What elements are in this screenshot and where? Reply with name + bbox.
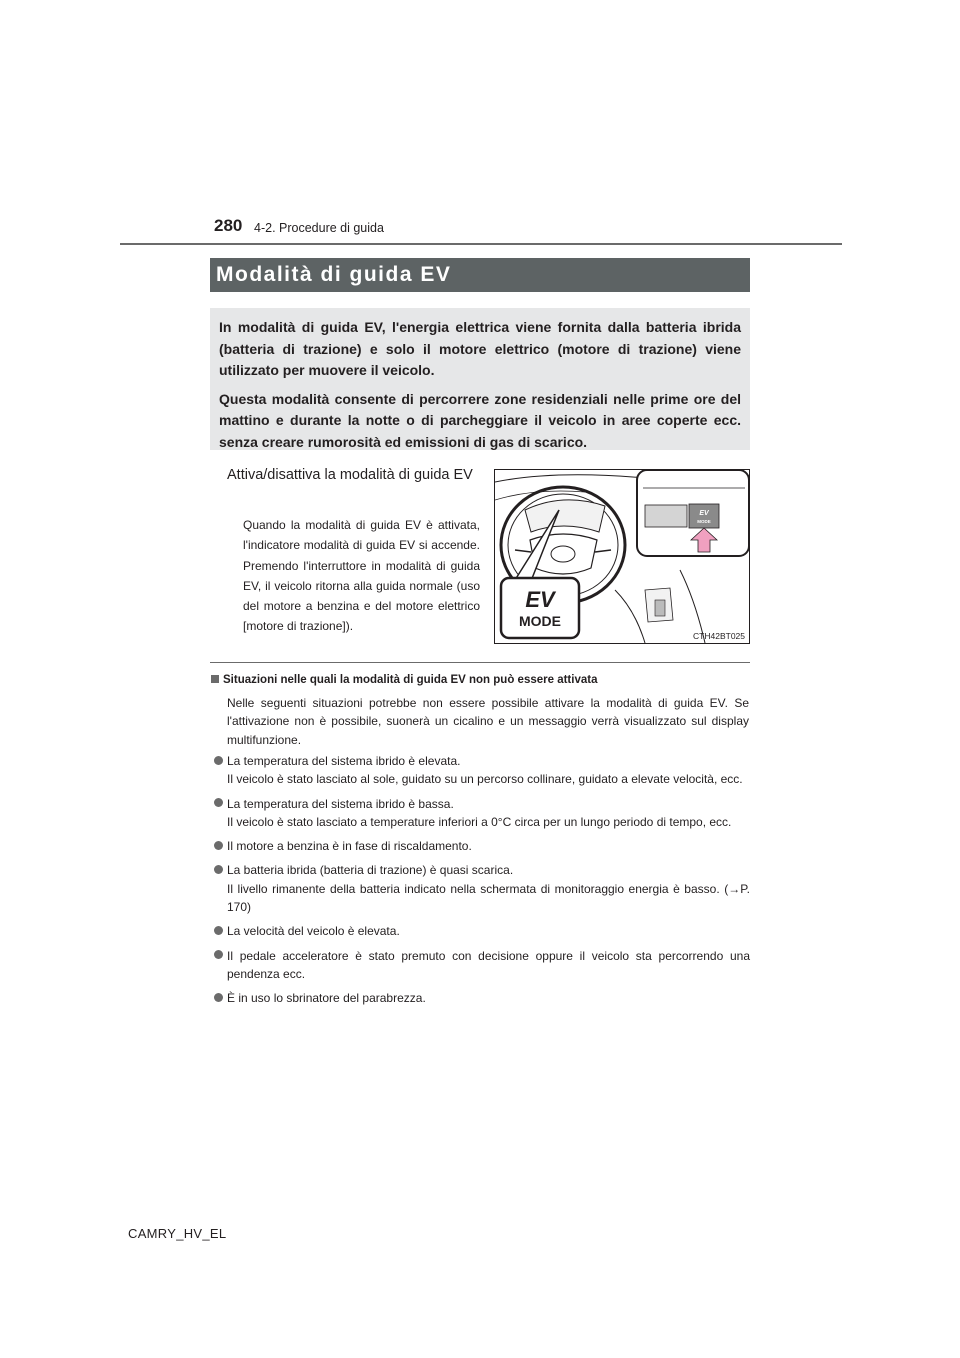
bullet-dot-icon (214, 841, 223, 850)
ev-mode-figure (494, 469, 750, 644)
footer-code: CAMRY_HV_EL (128, 1226, 227, 1241)
list-item (214, 861, 750, 916)
section-divider (210, 662, 750, 663)
button-small-label-mode: MODE (697, 519, 711, 524)
bullet-dot-icon (214, 993, 223, 1002)
section-title: Modalità di guida EV (210, 258, 750, 292)
dashboard-illustration (495, 470, 749, 643)
list-item (214, 922, 750, 940)
list-item (214, 947, 750, 984)
bullet-dot-icon (214, 950, 223, 959)
list-item-main: La batteria ibrida (batteria di trazione) è quasi scarica. (227, 863, 514, 878)
situations-intro: Nelle seguenti situazioni potrebbe non essere possibile attivare la modalità di guida EV. Se l'attivazione non è possibile, suonerà un cicalino e un messaggio verrà visualizzato sul display multifunzione. (227, 696, 749, 747)
callout-ev-label: EV (525, 587, 555, 612)
list-item-detail: Il livello rimanente della batteria indicato nella schermata di monitoraggio energia è basso. (→P. 170) (227, 881, 750, 915)
list-item-main: Il motore a benzina è in fase di riscaldamento. (227, 839, 472, 854)
section-label: 4-2. Procedure di guida (254, 221, 384, 235)
square-bullet-icon (211, 675, 219, 683)
list-item (214, 989, 750, 1007)
bullet-dot-icon (214, 798, 223, 807)
list-item-main: La temperatura del sistema ibrido è elevata. (227, 754, 461, 768)
figure-code: CTH42BT025 (693, 631, 745, 641)
list-item (214, 752, 750, 789)
intro-paragraph-2: Questa modalità consente di percorrere zone residenziali nelle prime ore del mattino e durante la notte o di parcheggiare il veicolo in aree coperte ecc. senza creare rumorosità ed emissioni di gas di scarico. (219, 390, 741, 450)
bullet-dot-icon (214, 865, 223, 874)
situations-heading-text: Situazioni nelle quali la modalità di guida EV non può essere attivata (223, 674, 598, 686)
feature-description: Quando la modalità di guida EV è attivata, l'indicatore modalità di guida EV si accende. Premendo l'interruttore in modalità di guida EV, il veicolo ritorna alla guida normale (uso del motore a benzina e del motore elettrico [motore di trazione]). (243, 518, 480, 634)
list-item-main: La temperatura del sistema ibrido è bassa. (227, 796, 454, 811)
list-item-main: Il pedale acceleratore è stato premuto con decisione oppure il veicolo sta percorrendo una pendenza ecc. (227, 948, 750, 981)
situations-list (214, 752, 750, 1014)
list-item-main: È in uso lo sbrinatore del parabrezza. (227, 991, 426, 1006)
list-item-main: La velocità del veicolo è elevata. (227, 924, 400, 939)
list-item (214, 795, 750, 832)
feature-title: Attiva/disattiva la modalità di guida EV (227, 467, 473, 483)
bullet-dot-icon (214, 926, 223, 935)
bullet-dot-icon (214, 756, 223, 765)
button-small-label-ev: EV (699, 510, 709, 517)
situations-heading (211, 674, 597, 686)
list-item (214, 837, 750, 855)
page-number: 280 (214, 216, 243, 235)
intro-paragraph-1: In modalità di guida EV, l'energia elettrica viene fornita dalla batteria ibrida (batteria di trazione) e solo il motore elettrico (motore di trazione) viene utilizzato per muovere il veicolo. (219, 319, 741, 378)
callout-mode-label: MODE (519, 613, 561, 629)
list-item-detail: Il veicolo è stato lasciato a temperature inferiori a 0°C circa per un lungo periodo di tempo, ecc. (227, 814, 732, 829)
list-item-detail: Il veicolo è stato lasciato al sole, guidato su un percorso collinare, guidato a elevate velocità, ecc. (227, 772, 743, 787)
intro-box (210, 308, 750, 450)
header-rule (120, 243, 842, 245)
